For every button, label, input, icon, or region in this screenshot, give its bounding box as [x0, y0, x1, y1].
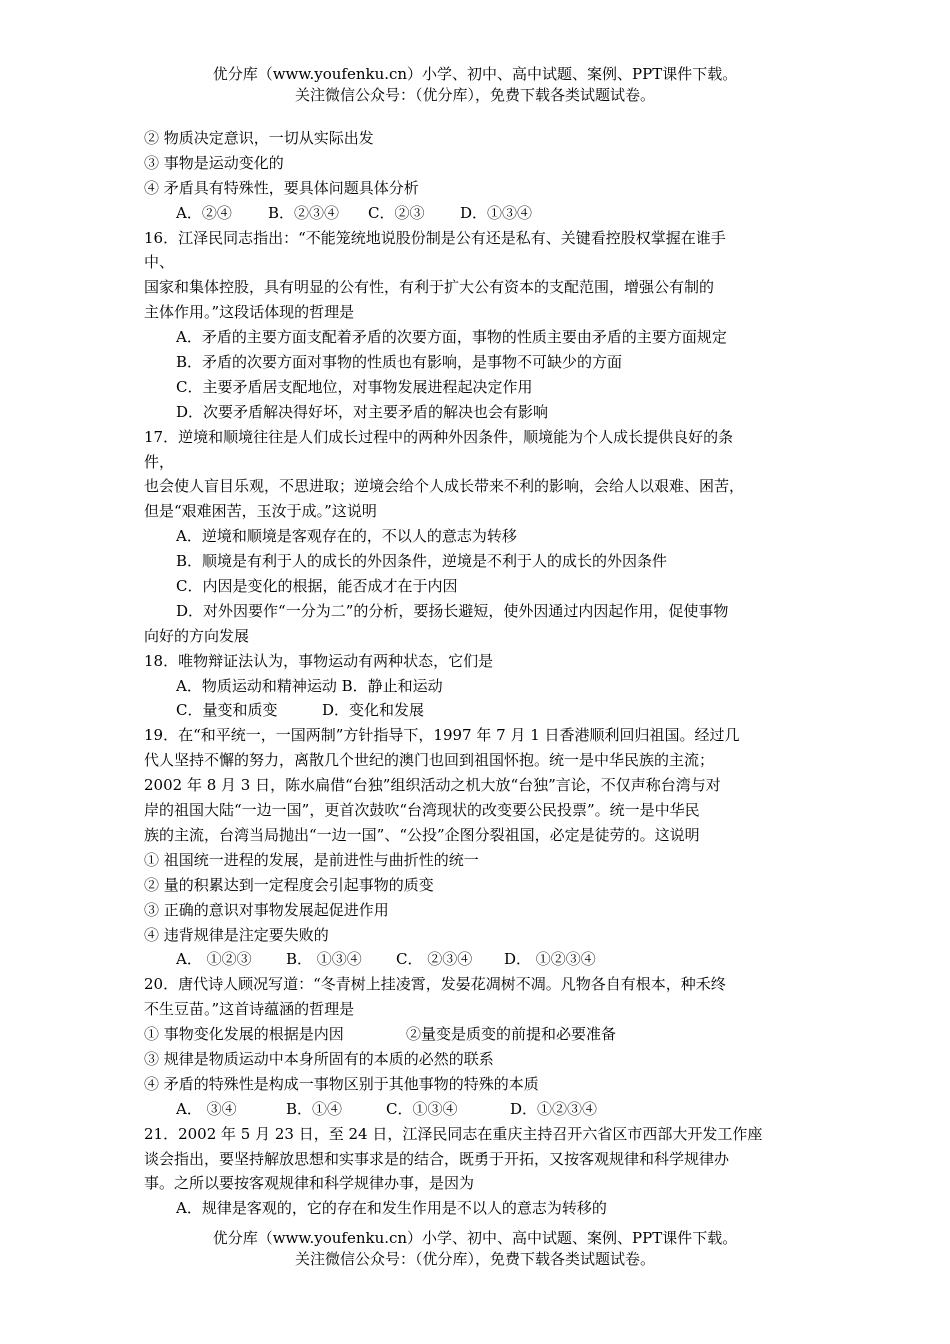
- q15-statement-3: ③ 事物是运动变化的: [144, 153, 284, 172]
- q19-statement-2: ② 量的积累达到一定程度会引起事物的质变: [144, 875, 434, 894]
- document-body: [144, 126, 810, 1221]
- q16-stem-line-2: 中、: [144, 253, 175, 272]
- q17-stem-line-1: 17．逆境和顺境往往是人们成长过程中的两种外因条件，顺境能为个人成长提供良好的条: [144, 427, 734, 446]
- q19-stem-line-5: 族的主流，台湾当局抛出“一边一国”、“公投”企图分裂祖国，必定是徒劳的。这说明: [144, 825, 700, 844]
- q18-option-d: D．变化和发展: [322, 701, 425, 720]
- q19-statement-4: ④ 违背规律是注定要失败的: [144, 925, 329, 944]
- q15-options: [144, 201, 810, 226]
- q17-option-d-line-2: 向好的方向发展: [144, 626, 250, 645]
- q16-stem-line-1: 16．江泽民同志指出：“不能笼统地说股份制是公有还是私有、关键看控股权掌握在谁手: [144, 228, 726, 247]
- q20-statements-1-2: [144, 1022, 810, 1047]
- q16-stem-line-4: 主体作用。”这段话体现的哲理是: [144, 303, 355, 322]
- q15-statement-4: ④ 矛盾具有特殊性，要具体问题具体分析: [144, 178, 419, 197]
- q21-stem-line-3: 事。之所以要按客观规律和科学规律办事，是因为: [144, 1174, 475, 1193]
- header-line-1: 优分库（www.youfenku.cn）小学、初中、高中试题、案例、PPT课件下载。: [212, 65, 738, 83]
- q18-options-cd: [144, 698, 810, 723]
- q20-option-a: A． ③④: [176, 1099, 237, 1118]
- q15-option-d: D．①③④: [460, 203, 533, 222]
- q20-option-c: C．①③④: [386, 1099, 458, 1118]
- q17-stem-line-3: 也会使人盲目乐观，不思进取；逆境会给个人成长带来不利的影响，会给人以艰难、困苦，: [144, 477, 745, 496]
- q20-stem-line-1: 20．唐代诗人顾况写道：“冬青树上挂凌霄，发晏花凋树不凋。凡物各自有根本，种禾终: [144, 975, 726, 994]
- q19-statement-3: ③ 正确的意识对事物发展起促进作用: [144, 900, 389, 919]
- header-line-2: 关注微信公众号：（优分库），免费下载各类试题试卷。: [294, 86, 655, 104]
- q20-statement-2: ②量变是质变的前提和必要准备: [406, 1025, 617, 1044]
- q18-option-c: C．量变和质变: [176, 701, 278, 720]
- q15-statement-2: ② 物质决定意识，一切从实际出发: [144, 129, 374, 147]
- q19-statement-1: ① 祖国统一进程的发展，是前进性与曲折性的统一: [144, 850, 479, 869]
- q19-stem-line-1: 19．在“和平统一，一国两制”方针指导下，1997 年 7 月 1 日香港顺利回归祖国。经过几: [144, 726, 740, 745]
- q17-stem-line-2: 件，: [144, 452, 175, 471]
- q20-statement-1: ① 事物变化发展的根据是内因: [144, 1025, 344, 1044]
- q16-option-c: C．主要矛盾居支配地位，对事物发展进程起决定作用: [176, 377, 533, 396]
- q17-option-c: C．内因是变化的根据，能否成才在于内因: [176, 577, 458, 596]
- q19-stem-line-4: 岸的祖国大陆“一边一国”，更首次鼓吹“台湾现状的改变要公民投票”。统一是中华民: [144, 801, 700, 820]
- q17-option-d-line-1: D．对外因要作“一分为二”的分析，要扬长避短，使外因通过内因起作用，促使事物: [176, 601, 729, 620]
- footer-line-1: 优分库（www.youfenku.cn）小学、初中、高中试题、案例、PPT课件下载。: [212, 1229, 738, 1247]
- q19-option-a: A． ①②③: [176, 950, 252, 969]
- q17-option-b: B．顺境是有利于人的成长的外因条件，逆境是不利于人的成长的外因条件: [176, 552, 668, 571]
- q16-option-b: B．矛盾的次要方面对事物的性质也有影响，是事物不可缺少的方面: [176, 353, 623, 372]
- q16-option-a: A．矛盾的主要方面支配着矛盾的次要方面，事物的性质主要由矛盾的主要方面规定: [176, 328, 727, 347]
- q20-option-d: D．①②③④: [510, 1099, 598, 1118]
- q19-stem-line-3: 2002 年 8 月 3 日，陈水扁借“台独”组织活动之机大放“台独”言论，不仅声称台湾与对: [144, 776, 721, 795]
- q20-statement-3: ③ 规律是物质运动中本身所固有的本质的必然的联系: [144, 1049, 494, 1068]
- q19-options: [144, 947, 810, 972]
- q21-stem-line-2: 谈会指出，要坚持解放思想和实事求是的结合，既勇于开拓，又按客观规律和科学规律办: [144, 1149, 730, 1168]
- q19-stem-line-2: 代人坚持不懈的努力，离散几个世纪的澳门也回到祖国怀抱。统一是中华民族的主流；: [144, 751, 715, 770]
- q19-option-d: D． ①②③④: [504, 950, 596, 969]
- q21-stem-line-1: 21．2002 年 5 月 23 日，至 24 日，江泽民同志在重庆主持召开六省区市西部大开发工作座: [144, 1124, 763, 1143]
- q20-statement-4: ④ 矛盾的特殊性是构成一事物区别于其他事物的特殊的本质: [144, 1074, 539, 1093]
- q19-option-c: C． ②③④: [396, 950, 473, 969]
- q17-stem-line-4: 但是“艰难困苦，玉汝于成。”这说明: [144, 502, 377, 521]
- page-header: [0, 64, 950, 106]
- q16-stem-line-3: 国家和集体控股，具有明显的公有性，有利于扩大公有资本的支配范围，增强公有制的: [144, 278, 715, 297]
- page-footer: [0, 1228, 950, 1270]
- q15-option-c: C．②③: [368, 203, 425, 222]
- q17-option-a: A．逆境和顺境是客观存在的，不以人的意志为转移: [176, 527, 517, 546]
- q18-stem: 18．唯物辩证法认为，事物运动有两种状态，它们是: [144, 651, 494, 670]
- q20-option-b: B．①④: [286, 1099, 343, 1118]
- footer-line-2: 关注微信公众号：（优分库），免费下载各类试题试卷。: [294, 1250, 655, 1268]
- q18-option-ab: A．物质运动和精神运动 B．静止和运动: [176, 676, 443, 695]
- q19-option-b: B． ①③④: [286, 950, 362, 969]
- q16-option-d: D．次要矛盾解决得好坏，对主要矛盾的解决也会有影响: [176, 402, 549, 421]
- q21-option-a: A．规律是客观的，它的存在和发生作用是不以人的意志为转移的: [176, 1199, 607, 1218]
- q15-option-a: A．②④: [176, 203, 232, 222]
- q15-option-b: B．②③④: [268, 203, 340, 222]
- q20-options: [144, 1097, 810, 1122]
- q20-stem-line-2: 不生豆苗。”这首诗蕴涵的哲理是: [144, 1000, 355, 1019]
